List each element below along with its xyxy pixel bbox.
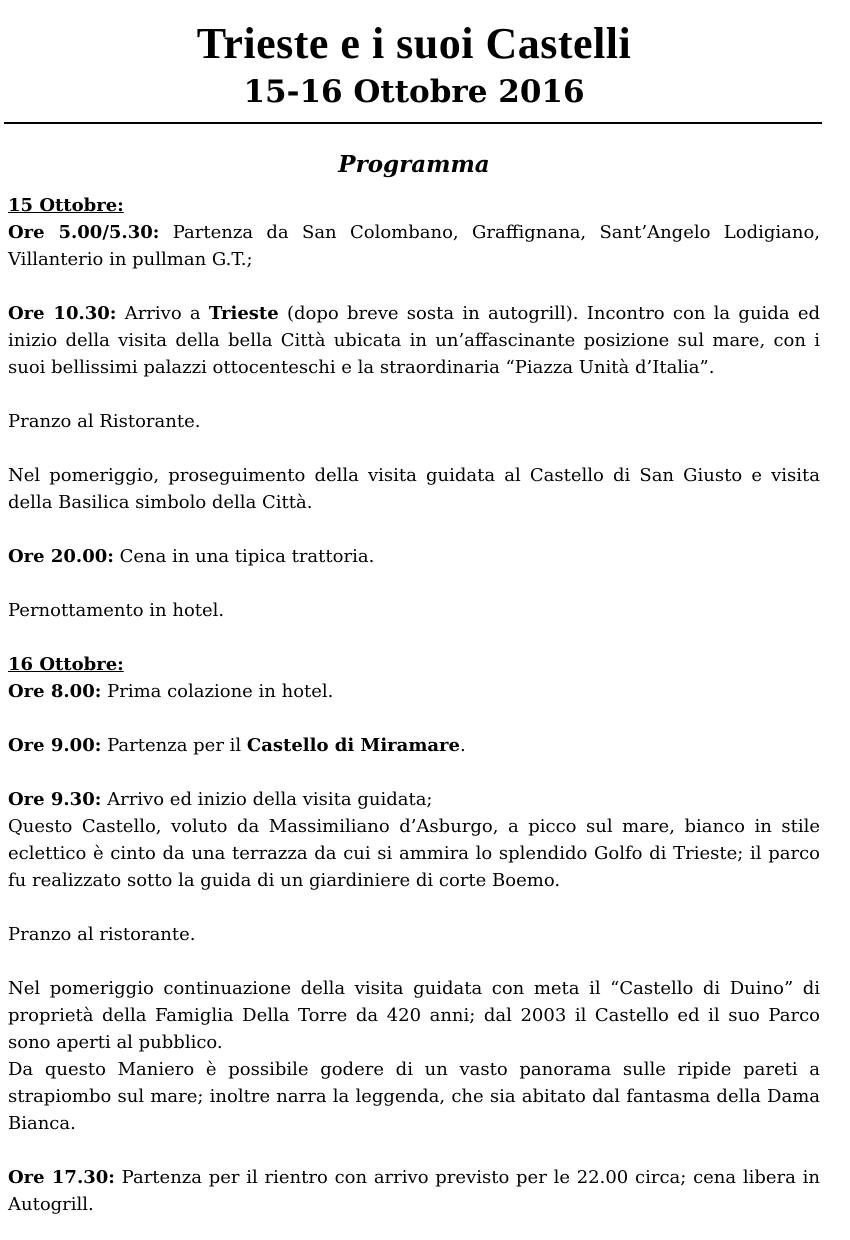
day1-label: 15 Ottobre: — [8, 195, 124, 216]
day2-breakfast — [8, 678, 820, 705]
day2-visit-description: Questo Castello, voluto da Massimiliano d’Asburgo, a picco sul mare, bianco in stile eclettico è cinto da una terrazza da cui si ammira lo splendido Golfo di Trieste; il parco fu realizzato sotto la guida di un giardiniere di corte Boemo. — [8, 816, 820, 891]
day1-heading — [8, 192, 820, 219]
day2-afternoon-2: Da questo Maniero è possibile godere di un vasto panorama sulle ripide pareti a strapiombo sul mare; inoltre narra la leggenda, che sia abitato dal fantasma della Dama Bianca. — [8, 1059, 820, 1134]
item-text: Partenza per il — [101, 735, 247, 756]
day2-visit — [8, 786, 820, 813]
day2-label: 16 Ottobre: — [8, 654, 124, 675]
item-place: Trieste — [208, 303, 279, 324]
day2-return — [8, 1164, 820, 1218]
item-time: Ore 20.00: — [8, 546, 114, 567]
item-text: Prima colazione in hotel. — [101, 681, 334, 702]
day1-lunch: Pranzo al Ristorante. — [8, 411, 201, 432]
day2-heading — [8, 651, 820, 678]
day1-afternoon: Nel pomeriggio, proseguimento della visita guidata al Castello di San Giusto e visita della Basilica simbolo della Città. — [8, 465, 820, 513]
document-title: Trieste e i suoi Castelli — [196, 19, 632, 68]
item-text: Cena in una tipica trattoria. — [113, 546, 375, 567]
day2-afternoon-1: Nel pomeriggio continuazione della visita guidata con meta il “Castello di Duino” di proprietà della Famiglia Della Torre da 420 anni; dal 2003 il Castello ed il suo Parco sono aperti al pubblico. — [8, 978, 820, 1053]
day1-dinner — [8, 543, 820, 570]
day1-item-departure — [8, 219, 820, 273]
item-text: . — [459, 735, 466, 756]
item-text: Partenza da San Colombano, Graffignana, Sant’Angelo Lodigiano, Villanterio in pullman G.T.; — [8, 222, 821, 270]
item-place: Castello di Miramare — [246, 735, 460, 756]
item-text: Arrivo a — [116, 303, 209, 324]
document-dates: 15-16 Ottobre 2016 — [243, 74, 585, 110]
day1-overnight: Pernottamento in hotel. — [8, 600, 225, 621]
item-time: Ore 5.00/5.30: — [8, 222, 160, 243]
item-time: Ore 8.00: — [8, 681, 102, 702]
day2-departure — [8, 732, 820, 759]
item-text: Partenza per il rientro con arrivo previsto per le 22.00 circa; cena libera in Autogrill. — [8, 1167, 820, 1215]
item-text: Arrivo ed inizio della visita guidata; — [101, 789, 433, 810]
program-content — [8, 192, 820, 1218]
item-time: Ore 10.30: — [8, 303, 117, 324]
item-text: (dopo breve sosta in autogrill). Incontro con la guida ed inizio della visita della bella Città ubicata in un’affascinante posizione sul mare, con i suoi bellissimi palazzi ottocenteschi e la straordinaria “Piazza Unità d’Italia”. — [8, 303, 820, 378]
item-time: Ore 9.00: — [8, 735, 102, 756]
day1-item-arrival — [8, 300, 820, 381]
header-divider — [4, 122, 822, 124]
day2-lunch: Pranzo al ristorante. — [8, 924, 196, 945]
section-title: Programma — [338, 151, 490, 178]
item-time: Ore 17.30: — [8, 1167, 115, 1188]
item-time: Ore 9.30: — [8, 789, 102, 810]
